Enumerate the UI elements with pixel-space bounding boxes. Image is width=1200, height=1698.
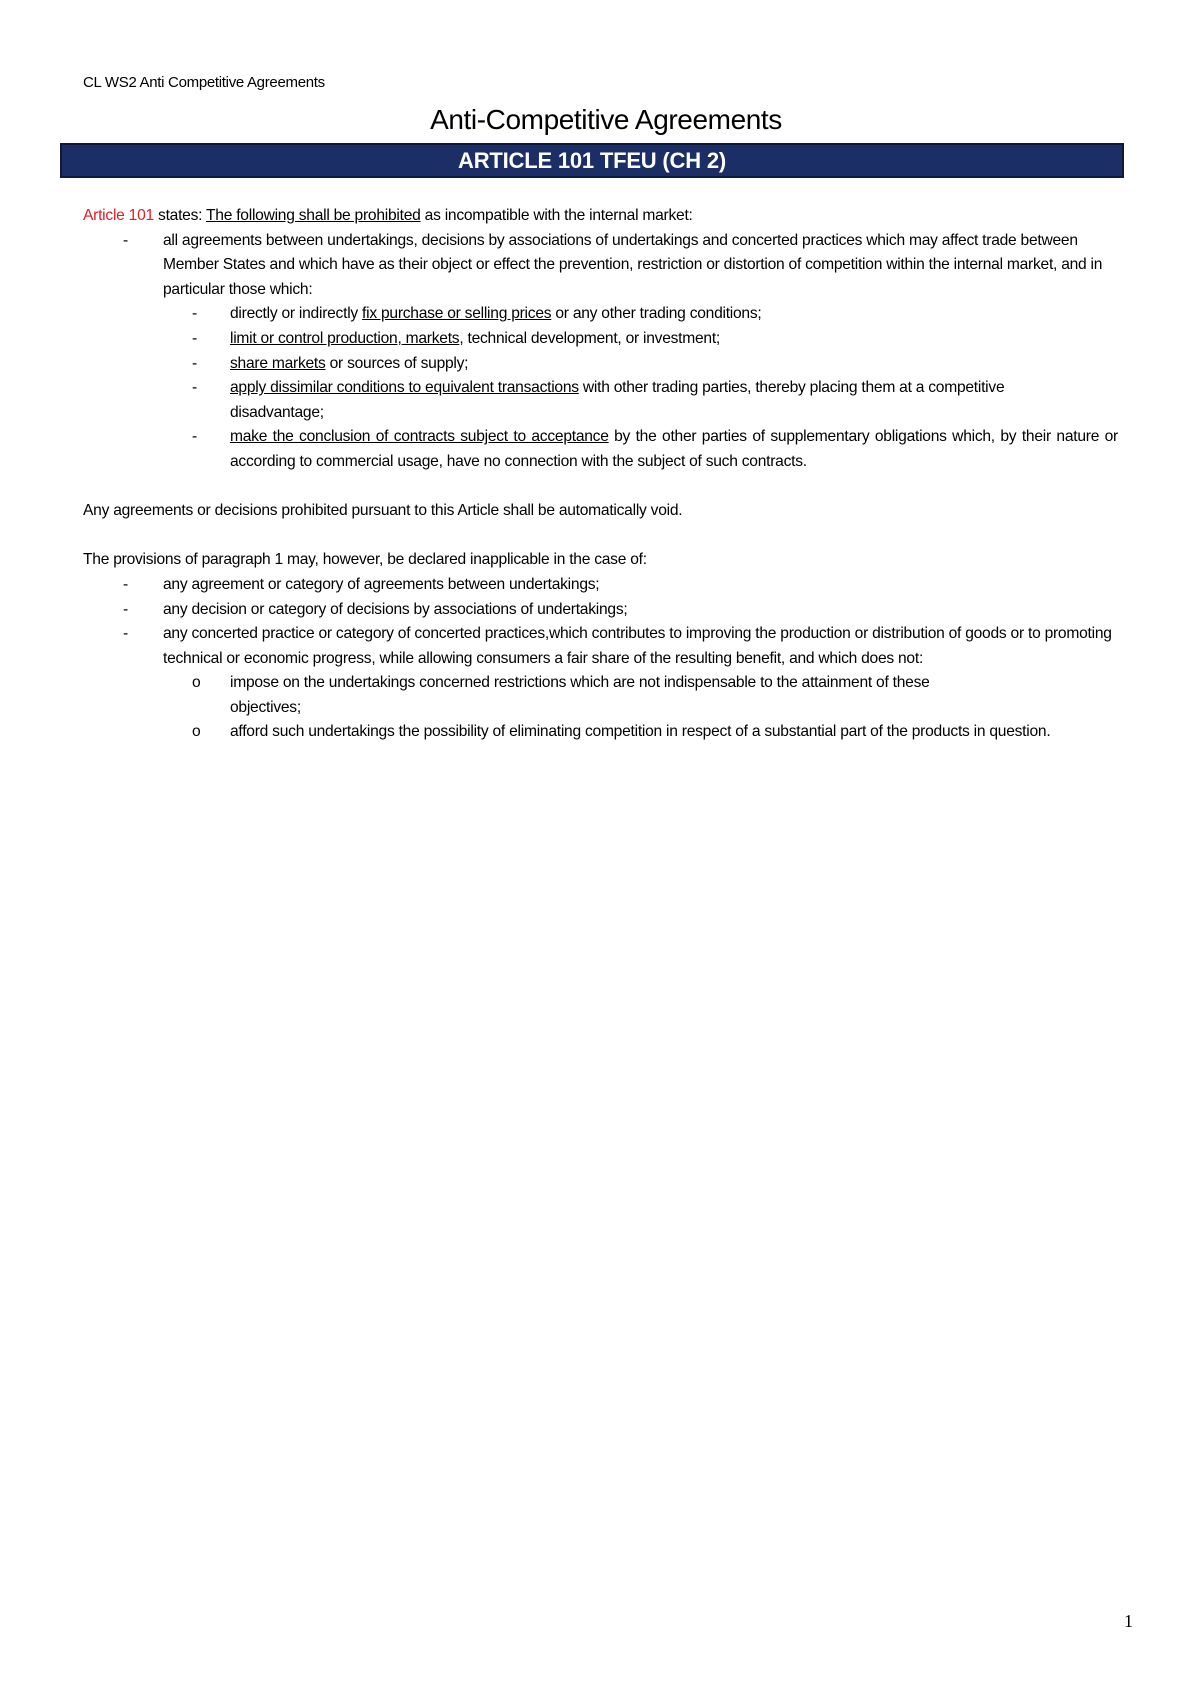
list-item-text: [230, 352, 1118, 377]
intro-prohibited: The following shall be prohibited: [206, 207, 421, 224]
text-underlined: limit or control production, markets: [230, 329, 460, 347]
sub-list-item: [83, 425, 1123, 474]
list-marker: -: [192, 379, 197, 397]
sub-list-item: [83, 376, 1123, 425]
text-pre: directly or indirectly: [230, 305, 363, 323]
list-item: [83, 598, 1123, 623]
list-item-text: afford such undertakings the possibility of eliminating competition in respect of a substantial part of the products in question.: [230, 723, 1051, 741]
list-marker: -: [123, 231, 128, 249]
text-underlined: fix purchase or selling prices: [362, 305, 552, 323]
intro-paragraph: [83, 204, 1123, 229]
list-item: [83, 622, 1123, 671]
list-marker: -: [192, 428, 197, 446]
text-post: by the other parties of supplementary obligations which, by their nature or according to commercial usage, have no connection with the subject of such contracts.: [230, 428, 1118, 470]
list-item-text: any decision or category of decisions by associations of undertakings;: [163, 600, 628, 618]
intro-states: states:: [153, 207, 207, 224]
paragraph-spacer: [83, 475, 1123, 500]
list-marker: -: [123, 600, 128, 618]
intro-rest: as incompatible with the internal market:: [420, 207, 693, 224]
list-marker: o: [192, 674, 201, 692]
list-marker: -: [123, 575, 128, 593]
sub-list-item: [83, 352, 1123, 377]
sub-list-item: [83, 327, 1123, 352]
article-reference: Article 101: [83, 207, 154, 224]
list-item: [83, 229, 1123, 303]
section-banner: [60, 143, 1124, 178]
list-marker: -: [192, 329, 197, 347]
paragraph-spacer: [83, 524, 1123, 549]
list-item-text: [230, 327, 1118, 352]
list-marker: -: [123, 625, 128, 643]
condition-item: [83, 671, 1123, 720]
text-post: or sources of supply;: [325, 354, 469, 372]
list-item-text: [230, 425, 1118, 474]
list-marker: -: [192, 354, 197, 372]
text-underlined: make the conclusion of contracts subject to acceptance: [230, 428, 609, 446]
list-item-text: impose on the undertakings concerned restrictions which are not indispensable to the attainment of these objectives;: [230, 674, 930, 716]
text-underlined: apply dissimilar conditions to equivalent transactions: [230, 379, 579, 397]
void-statement: Any agreements or decisions prohibited pursuant to this Article shall be automatically void.: [83, 502, 683, 520]
list-item: [83, 573, 1123, 598]
sub-list-item: [83, 302, 1123, 327]
text-underlined: share markets: [230, 354, 326, 372]
section-banner-label: ARTICLE 101 TFEU (CH 2): [458, 147, 726, 173]
list-item-text: any concerted practice or category of concerted practices,which contributes to improving the production or distribution of goods or to promoting technical or economic progress, while allowing consumers a fair share of the resulting benefit, and which does not:: [163, 625, 1112, 667]
list-marker: o: [192, 723, 201, 741]
list-item-text: any agreement or category of agreements between undertakings;: [163, 575, 600, 593]
text-post: , technical development, or investment;: [459, 329, 721, 347]
running-header: CL WS2 Anti Competitive Agreements: [83, 74, 325, 91]
list-item-text: [230, 376, 1060, 425]
list-item-text: all agreements between undertakings, decisions by associations of undertakings and concerted practices which may affect trade between Member States and which have as their object or effect the prevention, restriction or distortion of competition within the internal market, and in particular those which:: [163, 231, 1103, 298]
condition-item: [83, 720, 1123, 745]
text-post: or any other trading conditions;: [551, 305, 762, 323]
list-marker: -: [192, 305, 197, 323]
list-item-text: [230, 302, 1118, 327]
document-body: [83, 204, 1123, 745]
document-title: Anti-Competitive Agreements: [430, 104, 782, 135]
text-post: with other trading parties, thereby placing them at a competitive disadvantage;: [230, 379, 1005, 421]
page-number: 1: [1124, 1611, 1133, 1631]
exemption-intro: The provisions of paragraph 1 may, however, be declared inapplicable in the case of:: [83, 551, 647, 569]
